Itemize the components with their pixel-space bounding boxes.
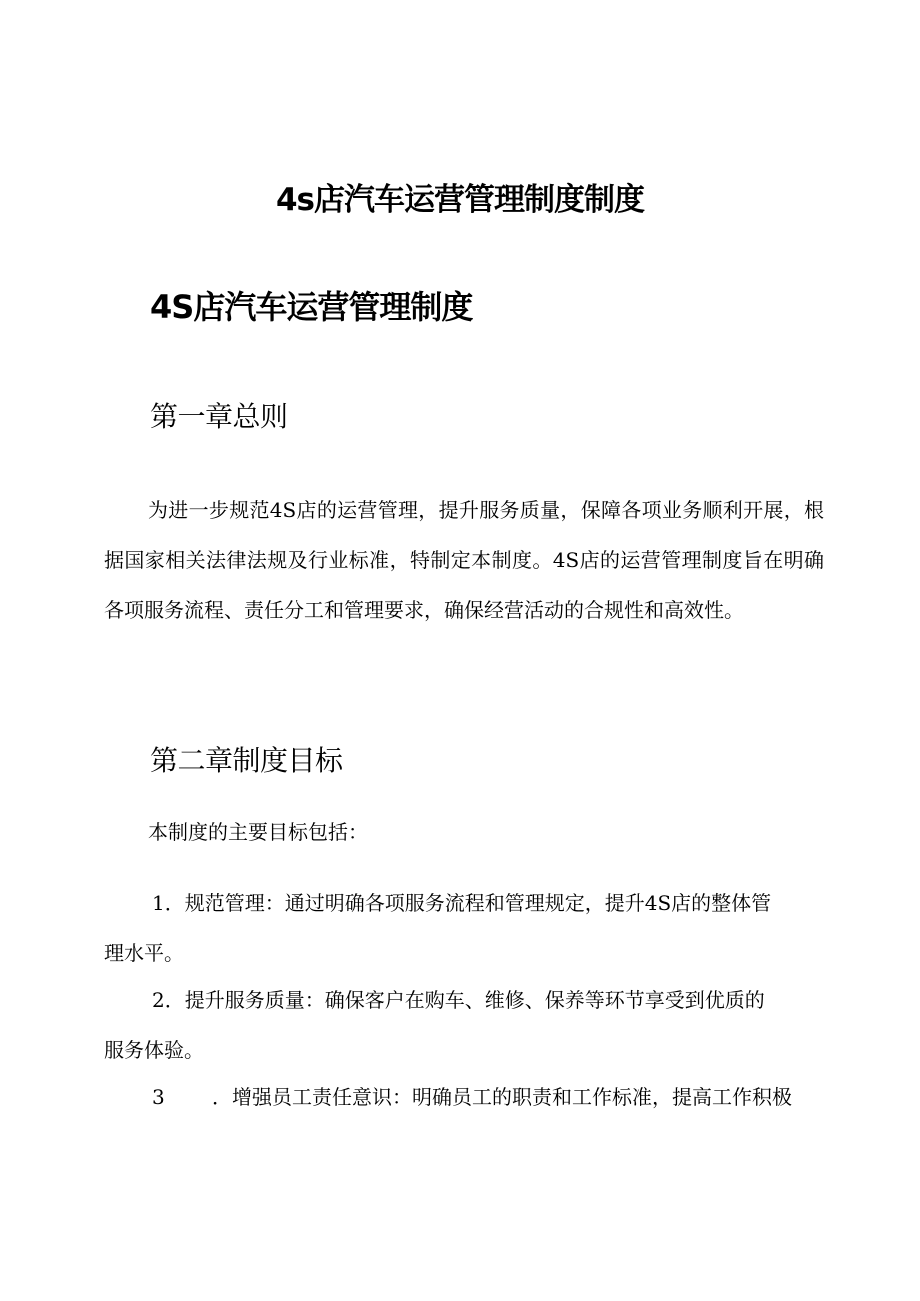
goal-item-number: 2 — [152, 988, 165, 1012]
document-title: 4s店汽车运营管理制度制度 — [275, 182, 645, 218]
goal-item-continuation: 理水平。 — [104, 941, 184, 965]
goal-item-continuation: 服务体验。 — [104, 1038, 204, 1062]
goal-item-text: ．增强员工责任意识：明确员工的职责和工作标准，提高工作积极 — [212, 1085, 792, 1109]
chapter-1-title: 第一章总则 — [150, 400, 288, 433]
chapter-1-paragraph: 为进一步规范4S店的运营管理，提升服务质量，保障各项业务顺利开展，根据国家相关法律法规及行业标准，特制定本制度。4S店的运营管理制度旨在明确各项服务流程、责任分工和管理要求，确保经营活动的合规性和高效性。 — [104, 498, 824, 622]
goal-item-text: ．规范管理：通过明确各项服务流程和管理规定，提升4S店的整体管 — [164, 891, 772, 915]
chapter-2-title: 第二章制度目标 — [150, 744, 343, 777]
goal-item-first-line — [104, 1072, 824, 1122]
goal-item — [104, 878, 824, 978]
goal-item — [104, 1072, 824, 1122]
chapter-2-lead: 本制度的主要目标包括： — [148, 820, 368, 844]
goal-item-number: 3 — [152, 1085, 165, 1109]
main-heading: 4S店汽车运营管理制度 — [150, 288, 473, 326]
goal-item-text: ．提升服务质量：确保客户在购车、维修、保养等环节享受到优质的 — [164, 988, 765, 1012]
goal-item-first-line — [104, 878, 824, 928]
goal-item — [104, 975, 824, 1075]
goal-item-first-line — [104, 975, 824, 1025]
goal-item-number: 1 — [152, 891, 165, 915]
